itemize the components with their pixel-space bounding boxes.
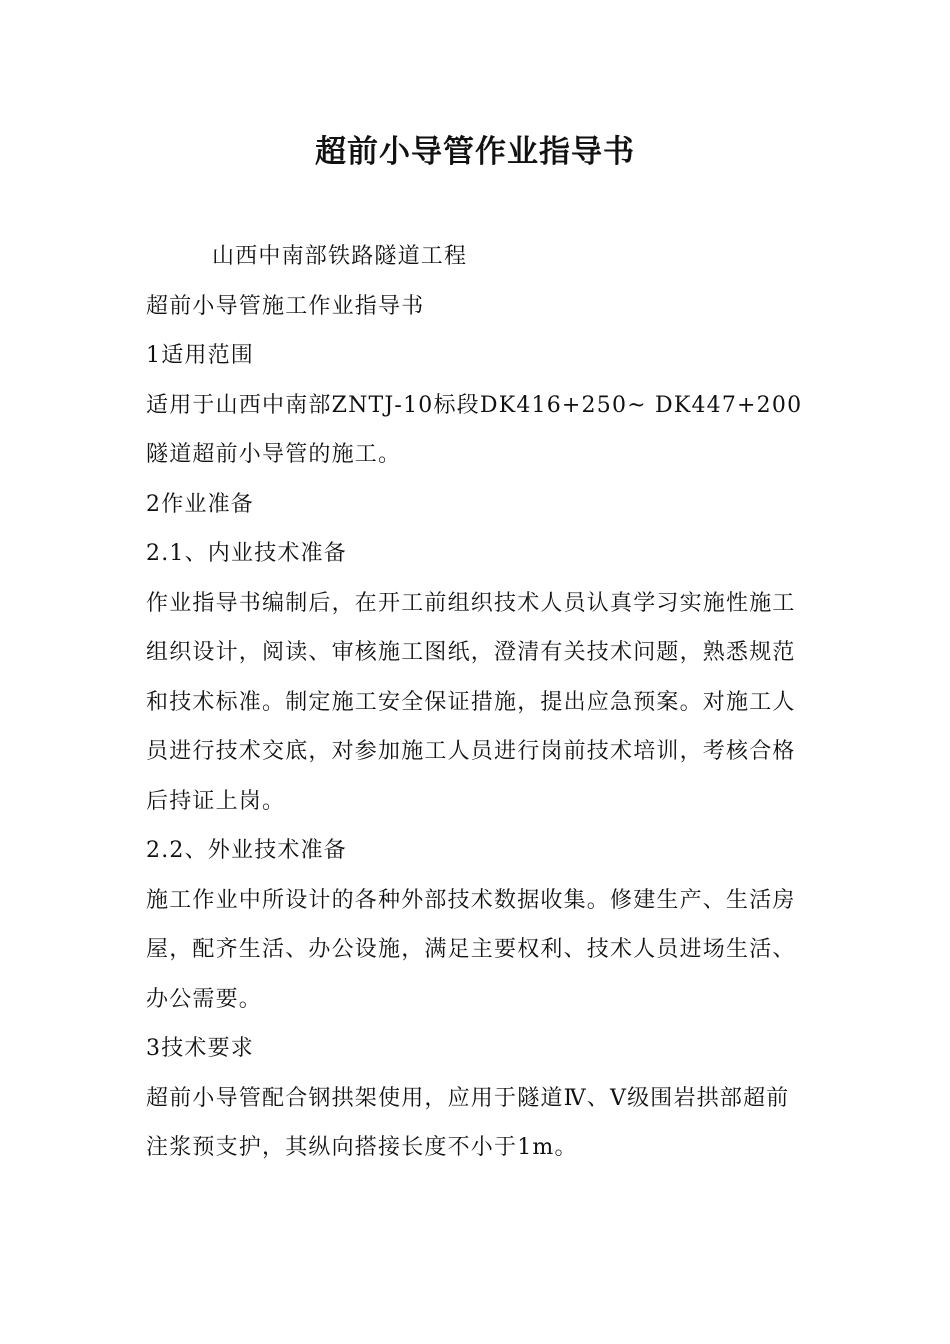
- section-heading-preparation: 2作业准备: [146, 491, 254, 517]
- external-prep-paragraph: 施工作业中所设计的各种外部技术数据收集。修建生产、生活房屋，配齐生活、办公设施，满足主要权利、技术人员进场生活、办公需要。: [146, 887, 796, 1012]
- section-heading-scope: 1适用范围: [146, 343, 254, 368]
- scope-paragraph: 适用于山西中南部ZNTJ-10标段DK416+250~ DK447+200隧道超前小导管的施工。: [146, 392, 803, 467]
- document-body: [146, 232, 810, 1173]
- subsection-heading-internal-prep: 2.1、内业技术准备: [146, 541, 347, 566]
- project-name: 山西中南部铁路隧道工程: [212, 244, 468, 269]
- subsection-heading-external-prep: 2.2、外业技术准备: [146, 838, 347, 863]
- document-title: 超前小导管作业指导书: [315, 134, 635, 170]
- internal-prep-paragraph: 作业指导书编制后，在开工前组织技术人员认真学习实施性施工组织设计，阅读、审核施工图纸，澄清有关技术问题，熟悉规范和技术标准。制定施工安全保证措施，提出应急预案。对施工人员进行技术交底，对参加施工人员进行岗前技术培训，考核合格后持证上岗。: [146, 590, 796, 814]
- technical-requirements-paragraph: 超前小导管配合钢拱架使用，应用于隧道Ⅳ、Ⅴ级围岩拱部超前注浆预支护，其纵向搭接长度不小于1m。: [146, 1085, 790, 1160]
- document-subtitle: 超前小导管施工作业指导书: [146, 293, 425, 319]
- section-heading-technical-requirements: 3技术要求: [146, 1036, 254, 1061]
